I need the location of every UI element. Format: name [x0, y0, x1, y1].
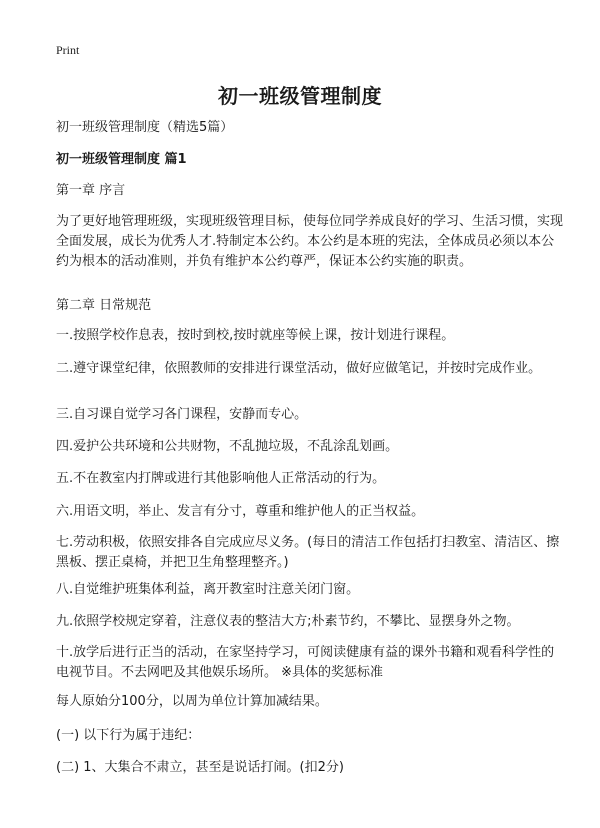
rule-10: 十.放学后进行正当的活动，在家坚持学习，可阅读健康有益的课外书籍和观看科学性的电视节目。不去网吧及其他娱乐场所。 ※具体的奖惩标准	[56, 645, 555, 680]
rule-3: 三.自习课自觉学习各门课程，安静而专心。	[56, 407, 308, 422]
print-label[interactable]: Print	[56, 43, 80, 57]
violation-intro: (一) 以下行为属于违纪：	[56, 728, 201, 743]
subtitle: 初一班级管理制度（精选5篇）	[56, 120, 234, 135]
preface-paragraph: 为了更好地管理班级，实现班级管理目标，使每位同学养成良好的学习、生活习惯，实现全面发展，成长为优秀人才.特制定本公约。本公约是本班的宪法，全体成员必须以本公约为根本的活动准则，并负有维护本公约尊严，保证本公约实施的职责。	[56, 214, 564, 269]
rule-8: 八.自觉维护班集体利益，离开教室时注意关闭门窗。	[56, 582, 360, 597]
rule-9: 九.依照学校规定穿着，注意仪表的整洁大方;朴素节约，不攀比、显摆身外之物。	[56, 614, 520, 629]
section-heading: 初一班级管理制度 篇1	[56, 152, 187, 167]
rule-4: 四.爱护公共环境和公共财物，不乱抛垃圾，不乱涂乱划画。	[56, 439, 399, 454]
chapter-2-title: 第二章 日常规范	[56, 298, 152, 313]
chapter-1-title: 第一章 序言	[56, 183, 126, 198]
rule-6: 六.用语文明，举止、发言有分寸，尊重和维护他人的正当权益。	[56, 504, 425, 519]
rule-2: 二.遵守课堂纪律，依照教师的安排进行课堂活动，做好应做笔记，并按时完成作业。	[56, 361, 542, 376]
scoring-paragraph: 每人原始分100分，以周为单位计算加减结果。	[56, 694, 328, 709]
rule-1: 一.按照学校作息表，按时到校,按时就座等候上课，按计划进行课程。	[56, 328, 455, 343]
rule-5: 五.不在教室内打牌或进行其他影响他人正常活动的行为。	[56, 471, 386, 486]
violation-item: (二) 1、大集合不肃立，甚至是说话打闹。(扣2分)	[56, 760, 344, 775]
rule-7: 七.劳动积极，依照安排各自完成应尽义务。(每日的清洁工作包括打扫教室、清洁区、擦黑板、摆正桌椅，并把卫生角整理整齐。)	[56, 535, 560, 570]
page-title: 初一班级管理制度	[218, 84, 382, 108]
